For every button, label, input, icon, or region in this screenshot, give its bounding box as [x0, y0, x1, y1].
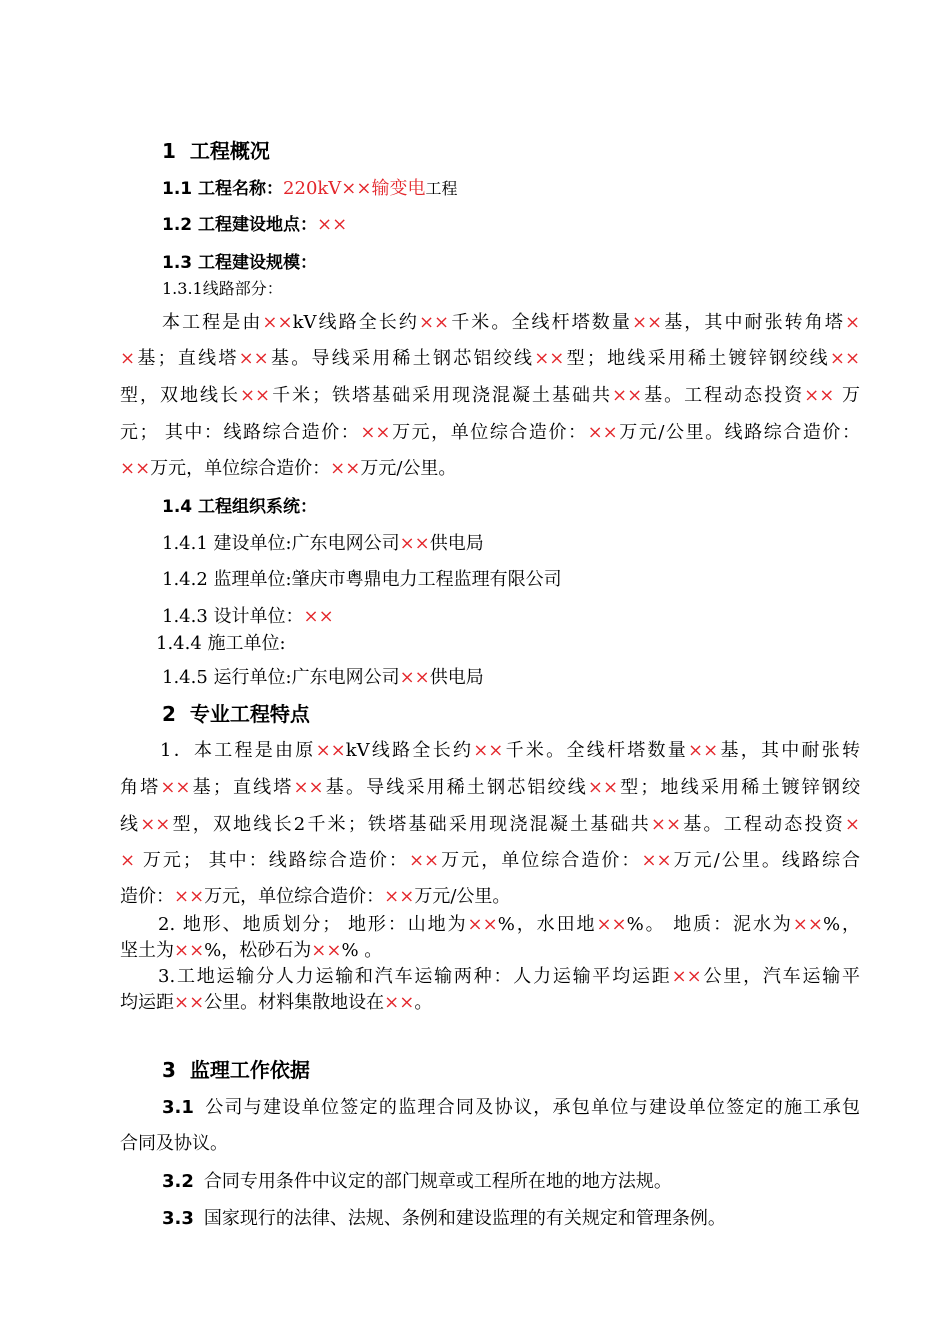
- placeholder-x: ××: [596, 914, 627, 935]
- item-1-3-1: 1.3.1线路部分：: [162, 279, 283, 298]
- placeholder-x: ××: [311, 940, 342, 961]
- item-3-1-line-1: [120, 1097, 860, 1119]
- placeholder-x: ××: [399, 533, 430, 554]
- placeholder-x: ××: [120, 458, 151, 479]
- placeholder-x: ××: [641, 850, 672, 871]
- item-1-4-2: 1.4.2 监理单位:肇庆市粤鼎电力工程监理有限公司: [162, 569, 562, 590]
- s2-text: 1．本工程是由原: [160, 740, 316, 761]
- s1-para-line-1: [120, 312, 860, 334]
- s2-para-line-3: [120, 814, 860, 836]
- s2-para-line-1: [120, 740, 860, 762]
- s2-text: % 。: [341, 940, 383, 961]
- s2-text: 万元/公里。: [414, 886, 511, 907]
- s1-text: 基。工程动态投资: [642, 385, 805, 406]
- placeholder-x: ××: [399, 667, 430, 688]
- s1-text: 万元，单位综合造价：: [150, 458, 331, 479]
- owner-text: 1.4.1 建设单位:广东电网公司: [162, 533, 400, 554]
- s1-text: 型，双地线长: [120, 385, 240, 406]
- s2-text: 。: [414, 992, 433, 1013]
- s2-text: 公里，汽车运输平: [701, 966, 861, 987]
- placeholder-x: ××: [262, 312, 293, 333]
- placeholder-x: ××: [473, 740, 504, 761]
- s2-text: kV线路全长约: [345, 740, 474, 761]
- placeholder-x: ××: [174, 992, 205, 1013]
- placeholder-x: ××: [408, 850, 440, 871]
- s2-text: 造价：: [120, 886, 174, 907]
- s1-text: 万元，单位综合造价：: [390, 422, 588, 443]
- s2-item-3-line-1: [120, 966, 860, 988]
- s2-text: %。 地质：泥水为: [626, 914, 793, 935]
- placeholder-x: ××: [238, 348, 269, 369]
- placeholder-x: ××: [174, 940, 205, 961]
- placeholder-x: ×: [844, 814, 860, 835]
- item-1-4-3: [162, 606, 334, 628]
- operator-tail: 供电局: [429, 667, 484, 688]
- s1-text: 元； 其中：线路综合造价：: [120, 422, 361, 443]
- s2-text: 均运距: [120, 992, 174, 1013]
- item-3-1-label: 3.1: [162, 1097, 194, 1118]
- site-value: ××: [317, 214, 348, 235]
- item-1-4-4: 1.4.4 施工单位:: [156, 633, 286, 654]
- placeholder-x: ××: [829, 348, 861, 369]
- placeholder-x: ××: [303, 606, 334, 627]
- item-3-2-text: 合同专用条件中议定的部门规章或工程所在地的地方法规。: [203, 1171, 672, 1192]
- s2-text: 型，双地线长2千米；铁塔基础采用现浇混凝土基础共: [170, 814, 651, 835]
- s1-text: 基。导线采用稀土钢芯铝绞线: [268, 348, 535, 369]
- placeholder-x: ××: [174, 886, 205, 907]
- placeholder-x: ××: [418, 312, 450, 333]
- s2-text: 线: [120, 814, 141, 835]
- s1-para-line-4: [120, 422, 860, 444]
- s1-text: 型；地线采用稀土镀锌钢绞线: [564, 348, 830, 369]
- s1-text: 千米。全线杆塔数量: [449, 312, 632, 333]
- section-3-heading: [162, 1059, 310, 1081]
- section-1-title: 工程概况: [189, 139, 270, 163]
- item-1-2: [162, 214, 347, 236]
- s2-text: 基，其中耐张转: [718, 740, 861, 761]
- item-3-3-text: 国家现行的法律、法规、条例和建设监理的有关规定和管理条例。: [203, 1208, 726, 1229]
- s2-text: 公里。材料集散地设在: [204, 992, 385, 1013]
- section-3-title: 监理工作依据: [189, 1058, 310, 1082]
- owner-tail: 供电局: [429, 533, 484, 554]
- s2-text: 万元； 其中：线路综合造价：: [135, 850, 409, 871]
- placeholder-x: ×: [120, 850, 136, 871]
- s2-text: 3.工地运输分人力运输和汽车运输两种：人力运输平均运距: [158, 966, 672, 987]
- item-3-2-label: 3.2: [162, 1171, 194, 1192]
- s2-para-line-2: [120, 777, 860, 799]
- s2-text: 角塔: [120, 777, 161, 798]
- placeholder-x: ××: [384, 886, 415, 907]
- section-3-number: 3: [162, 1058, 176, 1082]
- placeholder-x: ××: [671, 966, 702, 987]
- placeholder-x: ××: [384, 992, 415, 1013]
- s2-text: %，水田地: [497, 914, 597, 935]
- s2-text: 基；直线塔: [190, 777, 294, 798]
- s1-text: 基；直线塔: [135, 348, 239, 369]
- placeholder-x: ××: [612, 385, 643, 406]
- s2-text: %，: [822, 914, 860, 935]
- item-1-4-1: [162, 533, 484, 555]
- s2-text: 坚土为: [120, 940, 174, 961]
- s2-item-2-line-2: [120, 940, 382, 962]
- item-3-3: [162, 1208, 726, 1230]
- s1-text: 万: [834, 385, 861, 406]
- s2-text: %，松砂石为: [204, 940, 312, 961]
- item-1-4-label: 1.4 工程组织系统：: [162, 497, 318, 517]
- project-name-value: 220kV××输变电: [283, 178, 426, 199]
- s1-text: 本工程是由: [162, 312, 263, 333]
- s1-text: 基，其中耐张转角塔: [662, 312, 845, 333]
- placeholder-x: ×: [120, 348, 136, 369]
- s2-text: 万元/公里。线路综合: [671, 850, 860, 871]
- placeholder-x: ××: [631, 312, 663, 333]
- s2-text: 2. 地形、地质划分； 地形：山地为: [158, 914, 468, 935]
- placeholder-x: ××: [160, 777, 191, 798]
- item-1-4-5: [162, 667, 484, 689]
- placeholder-x: ××: [239, 385, 271, 406]
- placeholder-x: ××: [792, 914, 823, 935]
- project-name-suffix: 工程: [425, 179, 458, 198]
- item-3-2: [162, 1171, 672, 1193]
- s1-para-line-5: [120, 458, 456, 480]
- s2-text: 基。工程动态投资: [681, 814, 845, 835]
- section-2-heading: [162, 703, 310, 725]
- s2-text: 万元，单位综合造价：: [439, 850, 642, 871]
- operator-text: 1.4.5 运行单位:广东电网公司: [162, 667, 400, 688]
- item-1-3-label: 1.3 工程建设规模：: [162, 253, 318, 273]
- s2-text: 千米。全线杆塔数量: [503, 740, 689, 761]
- item-1-1-label: 1.1 工程名称：: [162, 179, 284, 199]
- s2-para-line-5: [120, 886, 510, 908]
- s1-text: 万元/公里。线路综合造价：: [617, 422, 860, 443]
- section-2-number: 2: [162, 702, 176, 726]
- placeholder-x: ××: [650, 814, 682, 835]
- designer-text: 1.4.3 设计单位：: [162, 606, 304, 627]
- placeholder-x: ××: [360, 422, 391, 443]
- s2-para-line-4: [120, 850, 860, 872]
- placeholder-x: ××: [315, 740, 346, 761]
- section-1-number: 1: [162, 139, 176, 163]
- s2-item-3-line-2: [120, 992, 432, 1014]
- placeholder-x: ×: [844, 312, 861, 333]
- s2-item-2-line-1: [120, 914, 860, 936]
- section-1-heading: [162, 140, 270, 162]
- item-1-1: [162, 178, 458, 200]
- s1-text: kV线路全长约: [292, 312, 419, 333]
- s2-text: 万元，单位综合造价：: [204, 886, 385, 907]
- placeholder-x: ××: [534, 348, 565, 369]
- section-2-title: 专业工程特点: [189, 702, 310, 726]
- s1-para-line-3: [120, 385, 860, 407]
- placeholder-x: ××: [804, 385, 835, 406]
- s2-text: 型；地线采用稀土镀锌钢绞: [618, 777, 861, 798]
- placeholder-x: ××: [587, 422, 618, 443]
- item-3-1-text: 公司与建设单位签定的监理合同及协议，承包单位与建设单位签定的施工承包: [203, 1097, 860, 1118]
- item-3-3-label: 3.3: [162, 1208, 194, 1229]
- s1-text: 千米；铁塔基础采用现浇混凝土基础共: [270, 385, 613, 406]
- placeholder-x: ××: [587, 777, 619, 798]
- placeholder-x: ××: [330, 458, 361, 479]
- placeholder-x: ××: [688, 740, 719, 761]
- placeholder-x: ××: [467, 914, 498, 935]
- s1-para-line-2: [120, 348, 860, 370]
- placeholder-x: ××: [293, 777, 324, 798]
- item-1-2-label: 1.2 工程建设地点：: [162, 215, 318, 235]
- item-3-1-line-2: 合同及协议。: [120, 1133, 228, 1154]
- s1-text: 万元/公里。: [360, 458, 457, 479]
- placeholder-x: ××: [140, 814, 171, 835]
- s2-text: 基。导线采用稀土钢芯铝绞线: [323, 777, 588, 798]
